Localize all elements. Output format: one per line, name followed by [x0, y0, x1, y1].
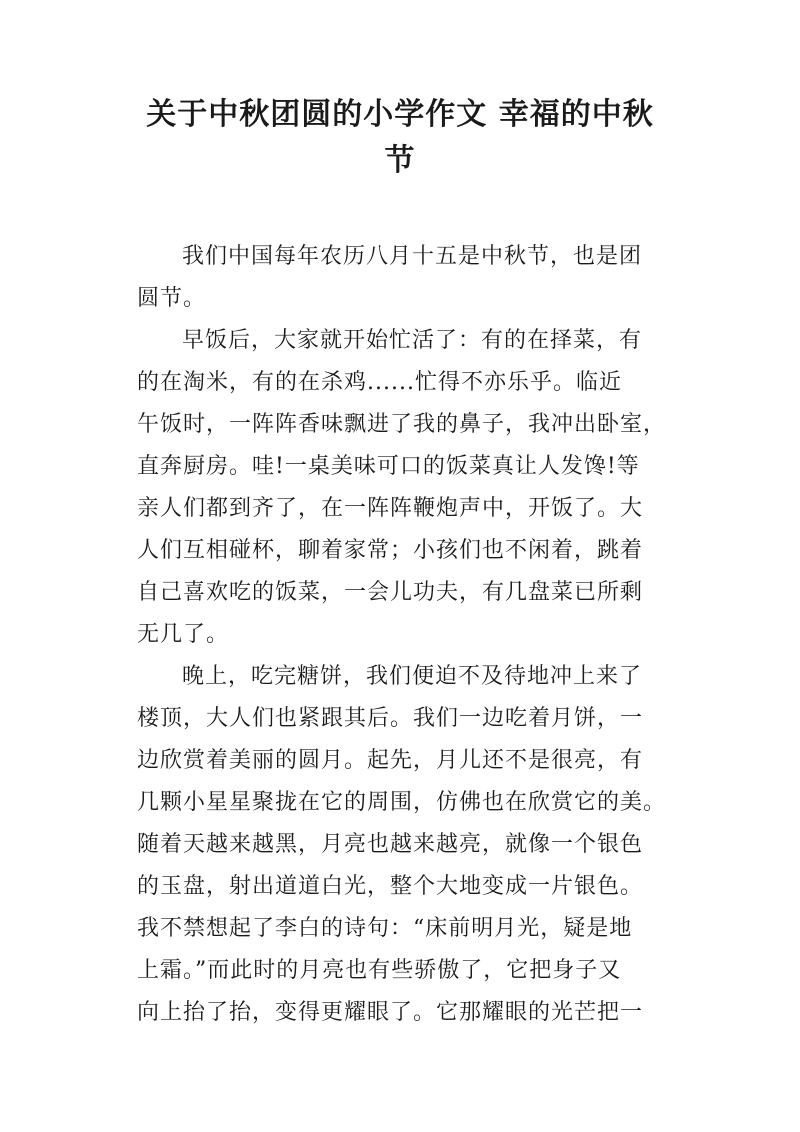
paragraph-3-line-6: 的玉盘，射出道道白光，整个大地变成一片银色。 — [137, 874, 644, 899]
essay-body — [137, 236, 687, 1034]
title-line-2: 节 — [384, 143, 416, 178]
paragraph-2-line-3: 午饭时，一阵阵香味飘进了我的鼻子，我冲出卧室， — [137, 412, 667, 437]
paragraph-2-line-8: 无几了。 — [137, 622, 230, 647]
paragraph-3-line-4: 几颗小星星聚拢在它的周围，仿佛也在欣赏它的美。 — [137, 790, 667, 815]
document-title — [120, 92, 680, 184]
paragraph-3-line-3: 边欣赏着美丽的圆月。起先，月儿还不是很亮，有 — [137, 748, 644, 773]
paragraph-1-line-2: 圆节。 — [137, 286, 207, 311]
paragraph-2-line-4: 直奔厨房。哇!一桌美味可口的饭菜真让人发馋!等 — [137, 454, 640, 479]
paragraph-3-line-8: 上霜。”而此时的月亮也有些骄傲了，它把身子又 — [137, 958, 622, 983]
paragraph-3-line-9: 向上抬了抬，变得更耀眼了。它那耀眼的光芒把一 — [137, 1000, 644, 1025]
paragraph-2-line-6: 人们互相碰杯，聊着家常；小孩们也不闲着，跳着 — [137, 538, 644, 563]
paragraph-2-line-7: 自己喜欢吃的饭菜，一会儿功夫，有几盘菜已所剩 — [137, 580, 644, 605]
paragraph-2-line-5: 亲人们都到齐了，在一阵阵鞭炮声中，开饭了。大 — [137, 496, 644, 521]
title-line-1: 关于中秋团圆的小学作文 幸福的中秋 — [146, 97, 654, 132]
paragraph-3-line-7: 我不禁想起了李白的诗句：“床前明月光，疑是地 — [137, 916, 633, 941]
paragraph-3-line-5: 随着天越来越黑，月亮也越来越亮，就像一个银色 — [137, 832, 644, 857]
paragraph-2-line-1: 早饭后，大家就开始忙活了：有的在择菜，有 — [182, 328, 643, 353]
paragraph-3-line-2: 楼顶，大人们也紧跟其后。我们一边吃着月饼，一 — [137, 706, 644, 731]
paragraph-2-line-2: 的在淘米，有的在杀鸡......忙得不亦乐乎。临近 — [137, 370, 622, 395]
paragraph-3-line-1: 晚上，吃完糖饼，我们便迫不及待地冲上来了 — [182, 664, 643, 689]
paragraph-1-line-1: 我们中国每年农历八月十五是中秋节，也是团 — [182, 244, 643, 269]
